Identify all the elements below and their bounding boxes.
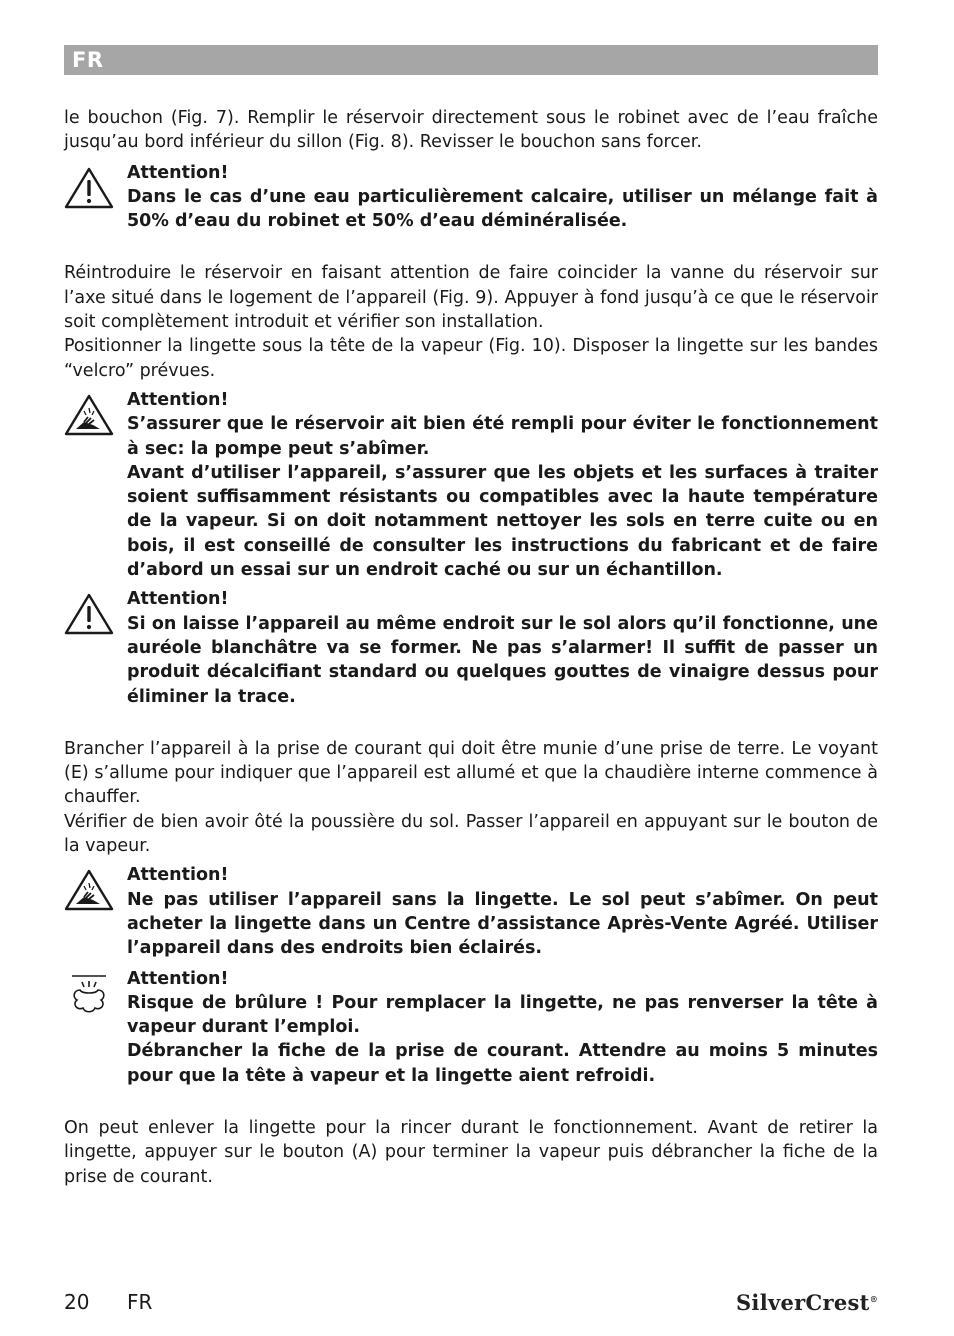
registered-mark: ® <box>869 1294 878 1304</box>
warning-title: Attention! <box>127 389 229 410</box>
warning-triangle-icon <box>64 167 114 209</box>
warning-text: Avant d’utiliser l’appareil, s’assurer que les objets et les surfaces à traiter soient suffisamment résistants ou compatibles avec la haute température de la vapeur. Si on doit notamment nettoyer les sols en terre cuite ou en bois, il est conseillé de consulter les instructions du fabricant et de faire d’abord un essai sur un endroit caché ou sur un échantillon. <box>127 462 878 581</box>
footer-language-label: FR <box>127 1290 153 1314</box>
header-language-label: FR <box>72 48 104 72</box>
paragraph-use-steam: Vérifier de bien avoir ôté la poussière du sol. Passer l’appareil en appuyant sur le bouton de la vapeur. <box>64 811 878 857</box>
hand-hazard-icon <box>64 394 114 436</box>
warning-title: Attention! <box>127 589 229 610</box>
paragraph-plug-in: Brancher l’appareil à la prise de courant qui doit être munie d’une prise de terre. Le voyant (E) s’allume pour indiquer que l’appareil est allumé et que la chaudière interne commence à chauffer. <box>64 738 878 808</box>
warning-title: Attention! <box>127 865 229 886</box>
warning-text: Risque de brûlure ! Pour remplacer la lingette, ne pas renverser la tête à vapeur durant l’emploi. <box>127 992 878 1038</box>
warning-text: Dans le cas d’une eau particulièrement calcaire, utiliser un mélange fait à 50% d’eau du robinet et 50% d’eau déminéralisée. <box>127 186 878 232</box>
warning-triangle-icon <box>64 593 114 635</box>
page-body <box>64 106 878 1189</box>
hot-surface-icon <box>64 973 114 1015</box>
page-footer <box>64 1290 878 1320</box>
warning-text: Si on laisse l’appareil au même endroit sur le sol alors qu’il fonctionne, une auréole blanchâtre va se former. Ne pas s’alarmer! Il suffit de passer un produit décalcifiant standard ou quelques gouttes de vinaigre dessus pour éliminer la trace. <box>127 613 878 707</box>
warning-whitish-halo <box>64 587 878 708</box>
language-header-bar <box>64 45 878 75</box>
paragraph-reinsert-tank: Réintroduire le réservoir en faisant attention de faire coincider la vanne du réservoir sur l’axe situé dans le logement de l’appareil (Fig. 9). Appuyer à fond jusqu’à ce que le réservoir soit complètement introduit et vérifier son installation. <box>64 263 878 333</box>
warning-calcareous-water <box>64 161 878 234</box>
warning-text: Débrancher la fiche de la prise de courant. Attendre au moins 5 minutes pour que la tête à vapeur et la lingette aient refroidi. <box>127 1041 878 1086</box>
paragraph-remove-cloth: On peut enlever la lingette pour la rincer durant le fonctionnement. Avant de retirer la lingette, appuyer sur le bouton (A) pour terminer la vapeur puis débrancher la fiche de la prise de courant. <box>64 1117 878 1187</box>
warning-tank-filled <box>64 388 878 582</box>
warning-title: Attention! <box>127 162 229 183</box>
brand-name: SilverCrest <box>735 1290 870 1315</box>
warning-text: S’assurer que le réservoir ait bien été rempli pour éviter le fonctionnement à sec: la pompe peut s’abîmer. <box>127 414 878 459</box>
brand-logo <box>736 1290 878 1315</box>
page-number: 20 <box>64 1290 90 1314</box>
warning-burn-risk <box>64 967 878 1088</box>
warning-use-cloth <box>64 863 878 960</box>
warning-text: Ne pas utiliser l’appareil sans la lingette. Le sol peut s’abîmer. On peut acheter la lingette dans un Centre d’assistance Après-Vente Agréé. Utiliser l’appareil dans des endroits bien éclairés. <box>127 889 878 959</box>
paragraph-position-cloth: Positionner la lingette sous la tête de la vapeur (Fig. 10). Disposer la lingette sur les bandes “velcro” prévues. <box>64 336 878 381</box>
hand-hazard-icon <box>64 869 114 911</box>
warning-title: Attention! <box>127 968 229 989</box>
paragraph-refill-tank: le bouchon (Fig. 7). Remplir le réservoir directement sous le robinet avec de l’eau fraîche jusqu’au bord inférieur du sillon (Fig. 8). Revisser le bouchon sans forcer. <box>64 108 878 153</box>
